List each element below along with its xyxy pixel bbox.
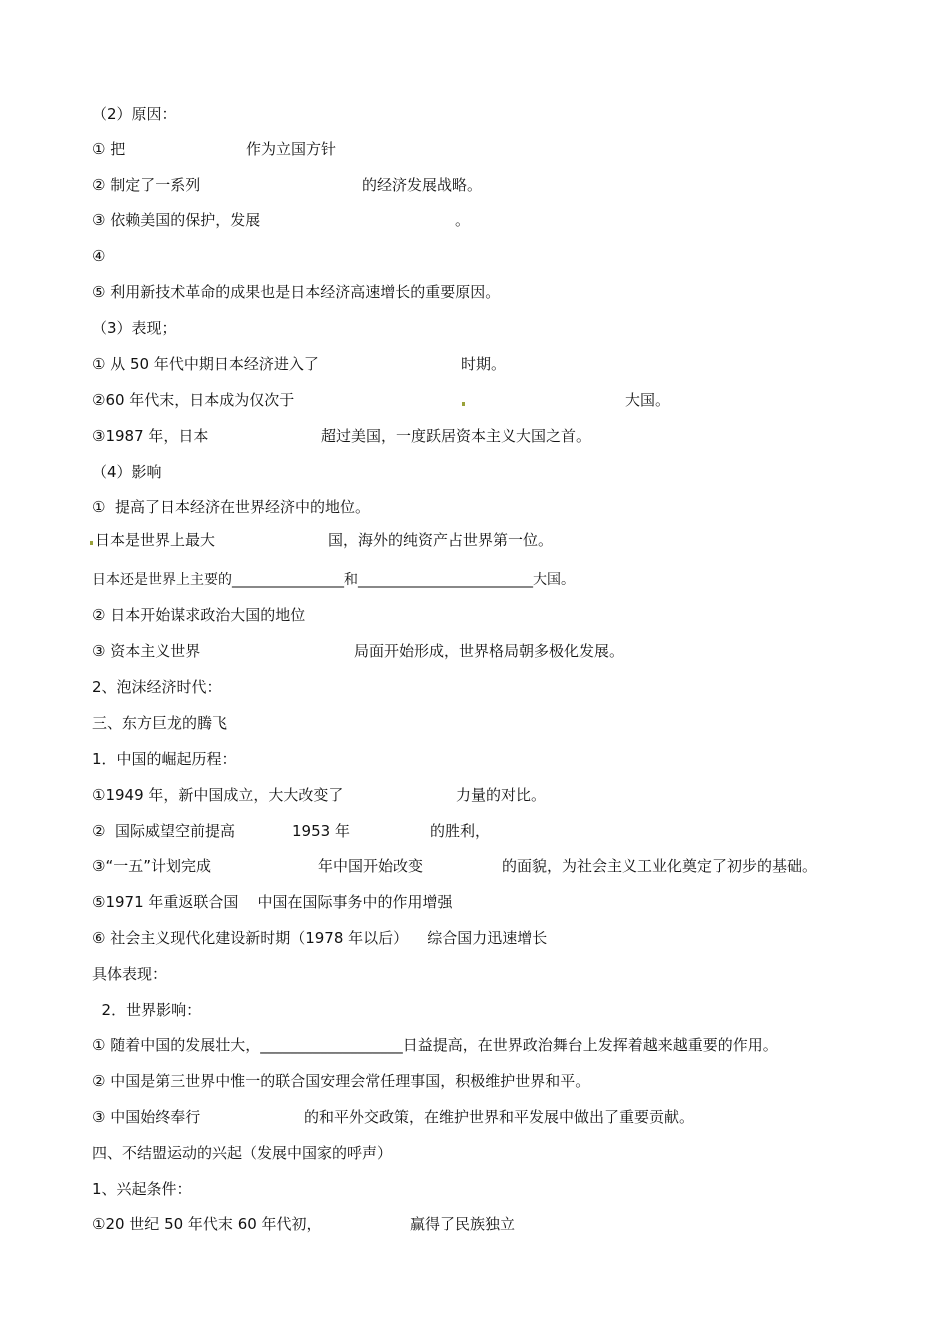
text-segment: 四、不结盟运动的兴起（发展中国家的呼声） bbox=[92, 1144, 393, 1162]
text-segment: 具体表现： bbox=[92, 965, 168, 983]
text-segment: 局面开始形成，世界格局朝多极化发展。 bbox=[354, 642, 625, 660]
text-segment: （3）表现； bbox=[92, 319, 177, 337]
text-segment: 三、东方巨龙的腾飞 bbox=[92, 714, 228, 732]
text-segment: ③ 中国始终奉行 bbox=[92, 1108, 201, 1126]
text-segment: 大国。 bbox=[625, 391, 671, 409]
text-segment: ② 国际威望空前提高 bbox=[92, 822, 235, 840]
text-segment: 的经济发展战略。 bbox=[362, 176, 483, 194]
text-segment: （2）原因： bbox=[92, 105, 177, 123]
text-segment: 1953 年 bbox=[292, 822, 350, 840]
stray-mark bbox=[462, 402, 465, 406]
text-segment: ① 随着中国的发展壮大，___________________日益提高，在世界政治舞台上发挥着越来越重要的作用。 bbox=[92, 1036, 778, 1054]
text-segment: 赢得了民族独立 bbox=[410, 1215, 516, 1233]
text-segment: ① 提高了日本经济在世界经济中的地位。 bbox=[92, 498, 370, 516]
text-segment: 的胜利， bbox=[430, 822, 491, 840]
text-segment: ③ 资本主义世界 bbox=[92, 642, 201, 660]
text-segment: 。 bbox=[455, 211, 471, 229]
text-segment: 1、兴起条件： bbox=[92, 1180, 192, 1198]
text-segment: ③“一五”计划完成 bbox=[92, 857, 211, 875]
text-segment: 的和平外交政策，在维护世界和平发展中做出了重要贡献。 bbox=[304, 1108, 695, 1126]
text-segment: ③ 依赖美国的保护，发展 bbox=[92, 211, 261, 229]
text-segment: ①1949 年，新中国成立，大大改变了 bbox=[92, 786, 344, 804]
text-segment: 国，海外的纯资产占世界第一位。 bbox=[328, 531, 554, 549]
text-segment: 超过美国，一度跃居资本主义大国之首。 bbox=[321, 427, 592, 445]
text-segment: ① 把 bbox=[92, 140, 126, 158]
text-segment: 力量的对比。 bbox=[456, 786, 547, 804]
text-segment: ③1987 年，日本 bbox=[92, 427, 209, 445]
text-segment: （4）影响 bbox=[92, 463, 162, 481]
text-segment: ②60 年代末，日本成为仅次于 bbox=[92, 391, 295, 409]
text-segment: 2．世界影响： bbox=[92, 1001, 202, 1019]
text-segment: ① 从 50 年代中期日本经济进入了 bbox=[92, 355, 319, 373]
text-segment: ② 制定了一系列 bbox=[92, 176, 201, 194]
text-segment: 时期。 bbox=[461, 355, 507, 373]
text-segment: 日本是世界上最大 bbox=[95, 531, 216, 549]
text-segment: 日本还是世界上主要的________________和_________________________大国。 bbox=[92, 572, 575, 588]
text-segment: ② 中国是第三世界中惟一的联合国安理会常任理事国，积极维护世界和平。 bbox=[92, 1072, 591, 1090]
text-segment: ⑤ 利用新技术革命的成果也是日本经济高速增长的重要原因。 bbox=[92, 283, 501, 301]
text-segment: 1．中国的崛起历程： bbox=[92, 750, 237, 768]
text-segment: 年中国开始改变 bbox=[318, 857, 424, 875]
stray-mark bbox=[90, 541, 93, 545]
text-segment: ⑥ 社会主义现代化建设新时期（1978 年以后） 综合国力迅速增长 bbox=[92, 929, 548, 947]
text-segment: ④ bbox=[92, 247, 106, 265]
text-segment: 的面貌，为社会主义工业化奠定了初步的基础。 bbox=[502, 857, 818, 875]
text-segment: 2、泡沫经济时代： bbox=[92, 678, 222, 696]
text-segment: ② 日本开始谋求政治大国的地位 bbox=[92, 606, 306, 624]
text-segment: ①20 世纪 50 年代末 60 年代初， bbox=[92, 1215, 322, 1233]
text-segment: ⑤1971 年重返联合国 中国在国际事务中的作用增强 bbox=[92, 893, 453, 911]
text-segment: 作为立国方针 bbox=[246, 140, 337, 158]
